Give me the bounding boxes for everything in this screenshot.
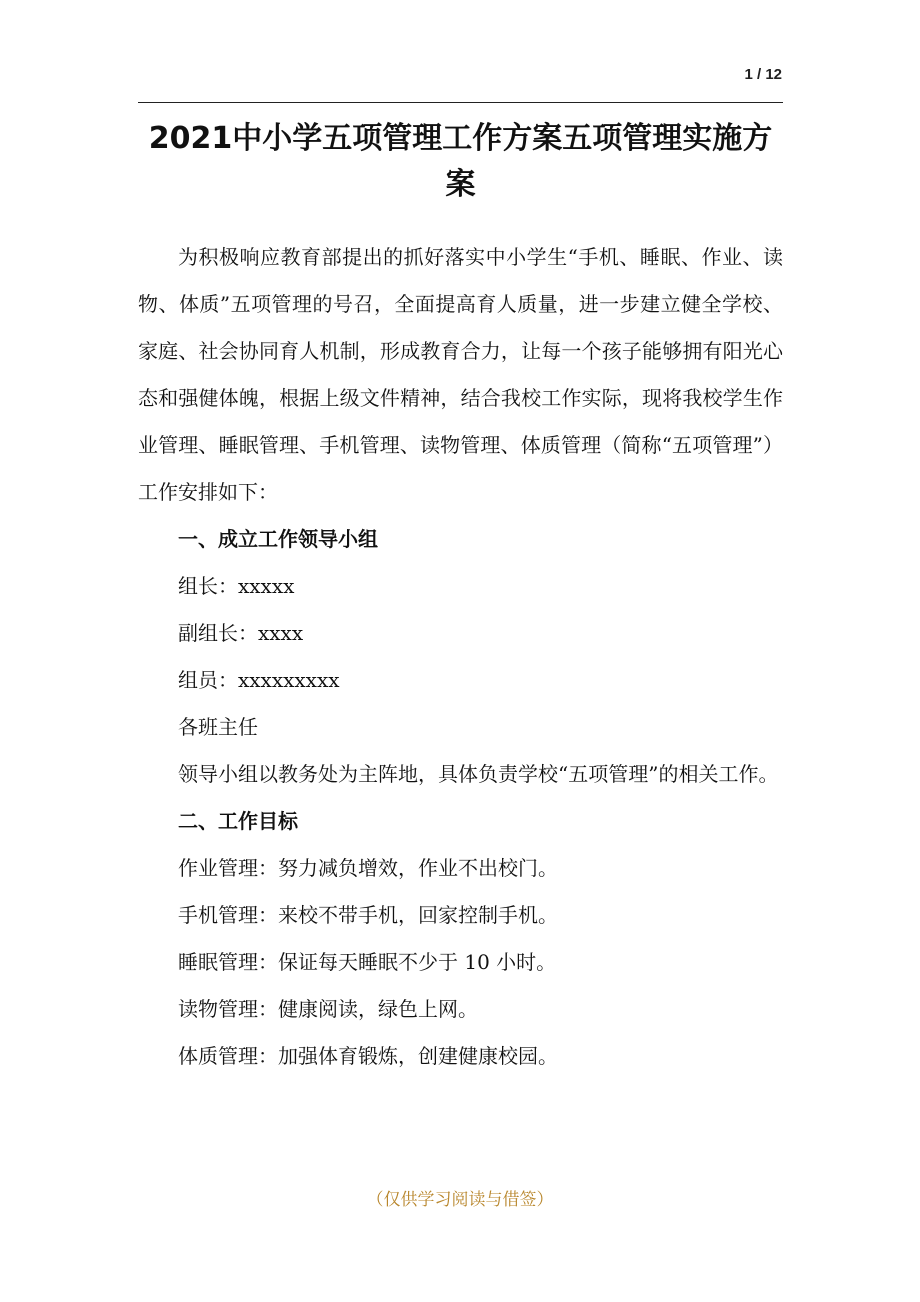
page-number: 1 / 12 — [744, 66, 782, 83]
header-divider — [138, 102, 783, 103]
goal-item-reading: 读物管理：健康阅读，绿色上网。 — [178, 997, 478, 1021]
section-heading-leadership: 一、成立工作领导小组 — [178, 527, 378, 551]
goal-item-fitness: 体质管理：加强体育锻炼，创建健康校园。 — [178, 1044, 558, 1068]
intro-paragraph: 为积极响应教育部提出的抓好落实中小学生“手机、睡眠、作业、读物、体质”五项管理的号召，全面提高育人质量，进一步建立健全学校、家庭、社会协同育人机制，形成教育合力，让每一个孩子能够拥有阳光心态和强健体魄，根据上级文件精神，结合我校工作实际，现将我校学生作业管理、睡眠管理、手机管理、读物管理、体质管理（简称“五项管理”）工作安排如下： — [138, 245, 783, 504]
deputy-leader-line: 副组长：xxxx — [178, 621, 304, 645]
section-heading-goals: 二、工作目标 — [178, 809, 298, 833]
document-body — [138, 234, 783, 1080]
goal-item-homework: 作业管理：努力减负增效，作业不出校门。 — [178, 856, 558, 880]
document-title: 2021中小学五项管理工作方案五项管理实施方案 — [148, 121, 773, 202]
leader-line: 组长：xxxxx — [178, 574, 295, 598]
class-teachers-line: 各班主任 — [178, 715, 258, 739]
footer-note: （仅供学习阅读与借签） — [366, 1190, 554, 1210]
leadership-note-paragraph: 领导小组以教务处为主阵地，具体负责学校“五项管理”的相关工作。 — [178, 762, 779, 786]
members-line: 组员：xxxxxxxxx — [178, 668, 340, 692]
goal-item-phone: 手机管理：来校不带手机，回家控制手机。 — [178, 903, 558, 927]
goal-item-sleep: 睡眠管理：保证每天睡眠不少于 10 小时。 — [178, 950, 557, 974]
